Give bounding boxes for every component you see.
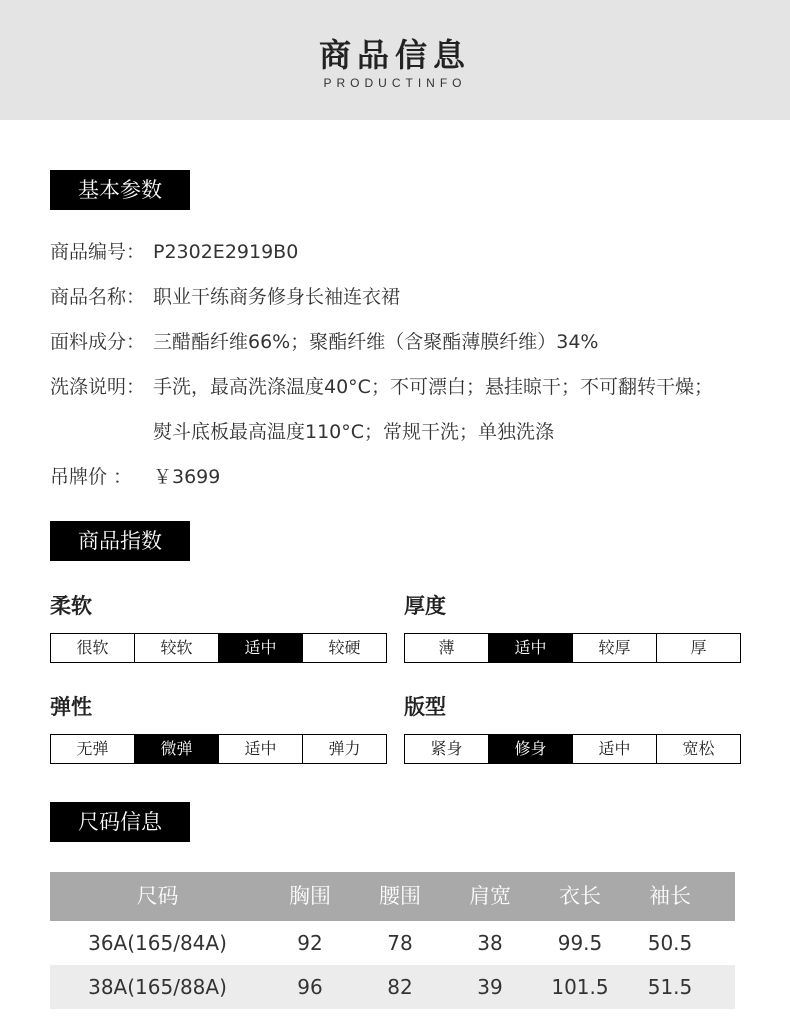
param-wash (50, 372, 713, 399)
index-softness-option: 适中 (219, 634, 303, 662)
size-header-cell: 腰围 (379, 884, 421, 908)
index-thickness-option: 较厚 (573, 634, 657, 662)
param-wash-value-line2: 熨斗底板最高温度110°C；常规干洗；单独洗涤 (153, 421, 555, 443)
param-price-value: ￥3699 (153, 466, 221, 488)
table-row (50, 965, 735, 1009)
size-table-header (50, 872, 735, 921)
index-softness-title: 柔软 (50, 594, 92, 618)
size-header-cell: 袖长 (649, 884, 691, 908)
size-header-cell: 肩宽 (469, 884, 511, 908)
param-wash-value: 手洗，最高洗涤温度40°C；不可漂白；悬挂晾干；不可翻转干燥； (153, 376, 713, 398)
index-softness-option: 较硬 (328, 638, 361, 657)
param-code-label: 商品编号： (50, 241, 146, 263)
index-fit-option: 宽松 (682, 739, 715, 758)
section-product-index: 商品指数 (50, 521, 190, 561)
size-cell: 82 (387, 975, 413, 999)
param-price-label: 吊牌价 ： (50, 466, 133, 488)
size-cell: 51.5 (647, 975, 693, 999)
size-cell: 101.5 (551, 975, 609, 999)
index-elasticity-option: 弹力 (328, 739, 361, 758)
size-cell: 50.5 (647, 931, 693, 955)
index-thickness-option: 厚 (690, 638, 707, 657)
size-cell: 78 (387, 931, 413, 955)
size-cell: 36A(165/84A) (88, 931, 227, 955)
param-code (50, 237, 298, 264)
param-fabric (50, 327, 598, 354)
page-header (0, 0, 790, 120)
index-thickness-option: 适中 (489, 634, 573, 662)
page-subtitle: PRODUCTINFO (323, 76, 467, 90)
param-wash-label: 洗涤说明： (50, 376, 146, 398)
index-softness-option: 很软 (51, 634, 135, 662)
size-cell: 39 (477, 975, 503, 999)
index-softness-scale (50, 633, 387, 663)
size-cell: 99.5 (557, 931, 603, 955)
index-fit-scale (404, 734, 741, 764)
size-cell: 92 (297, 931, 323, 955)
page-title: 商品信息 (318, 36, 471, 74)
index-fit-option: 适中 (573, 735, 657, 763)
index-thickness-option: 薄 (405, 634, 489, 662)
index-elasticity-option: 适中 (219, 735, 303, 763)
param-fabric-label: 面料成分： (50, 331, 146, 353)
size-cell: 38A(165/88A) (88, 975, 227, 999)
index-fit-title: 版型 (404, 695, 446, 719)
index-fit-option: 紧身 (405, 735, 489, 763)
index-elasticity-option: 无弹 (51, 735, 135, 763)
index-softness-option: 较软 (135, 634, 219, 662)
size-header-cell: 衣长 (559, 884, 601, 908)
param-name-value: 职业干练商务修身长袖连衣裙 (153, 286, 401, 308)
size-header-cell: 胸围 (289, 884, 331, 908)
index-fit-option: 修身 (489, 735, 573, 763)
index-elasticity-scale (50, 734, 387, 764)
size-table (50, 872, 735, 1009)
size-cell: 38 (477, 931, 503, 955)
size-cell: 96 (297, 975, 323, 999)
param-name-label: 商品名称： (50, 286, 146, 308)
index-elasticity-option: 微弹 (135, 735, 219, 763)
section-basic-params: 基本参数 (50, 170, 190, 210)
param-name (50, 282, 400, 309)
index-thickness-title: 厚度 (404, 594, 446, 618)
size-header-cell: 尺码 (136, 884, 179, 908)
section-size-info: 尺码信息 (50, 802, 190, 842)
index-elasticity-title: 弹性 (50, 695, 92, 719)
param-price (50, 462, 220, 489)
param-code-value: P2302E2919B0 (153, 241, 299, 263)
index-thickness-scale (404, 633, 741, 663)
table-row (50, 921, 735, 965)
param-fabric-value: 三醋酯纤维66%；聚酯纤维（含聚酯薄膜纤维）34% (153, 331, 599, 353)
